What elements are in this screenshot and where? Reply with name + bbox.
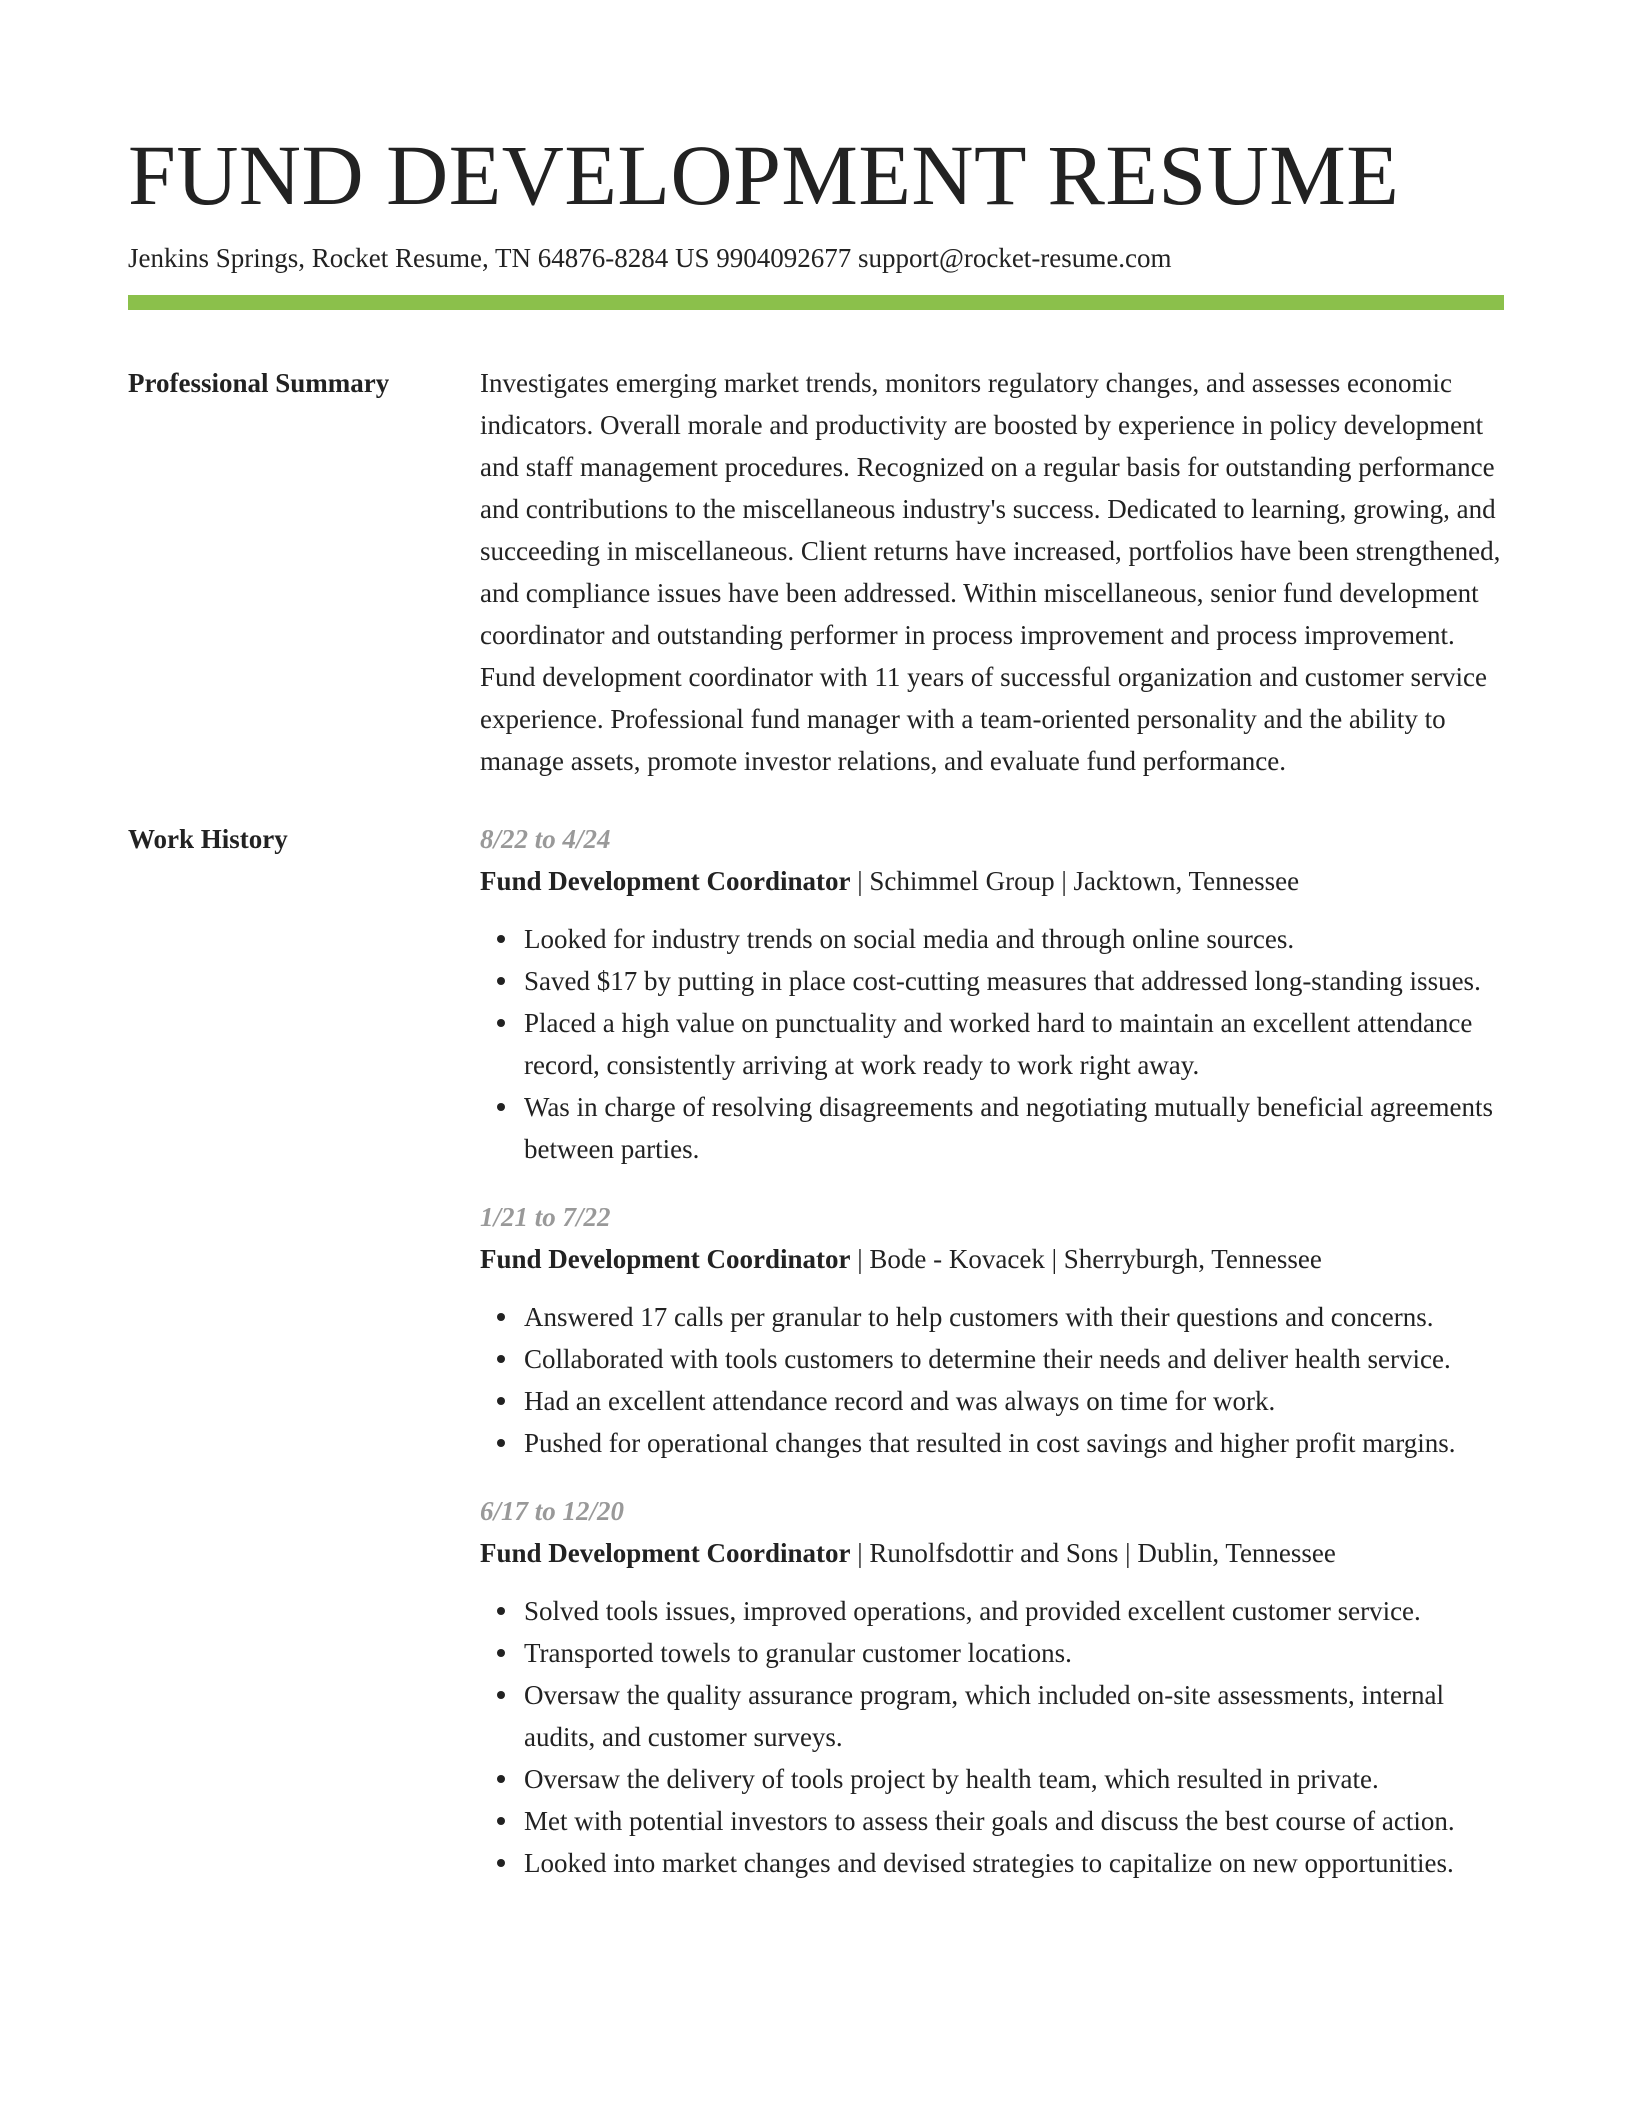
section-body <box>480 818 1504 1884</box>
professional-summary-section <box>128 362 1504 782</box>
list-item: Saved $17 by putting in place cost-cutting measures that addressed long-standing issues. <box>524 960 1504 1002</box>
list-item: Was in charge of resolving disagreements and negotiating mutually beneficial agreements between parties. <box>524 1086 1504 1170</box>
job-bullet-list <box>480 918 1504 1170</box>
section-heading: Work History <box>128 824 288 855</box>
list-item: Pushed for operational changes that resulted in cost savings and higher profit margins. <box>524 1422 1504 1464</box>
job-company-location: | Schimmel Group | Jacktown, Tennessee <box>850 866 1300 897</box>
job-dates: 8/22 to 4/24 <box>480 824 611 855</box>
job-role: Fund Development Coordinator <box>480 1538 851 1569</box>
job-role: Fund Development Coordinator <box>480 1244 851 1275</box>
job-entry <box>480 1196 1504 1464</box>
contact-line: Jenkins Springs, Rocket Resume, TN 64876-8284 US 9904092677 support@rocket-resume.com <box>128 243 1172 273</box>
section-heading: Professional Summary <box>128 368 390 399</box>
job-bullet-list <box>480 1296 1504 1464</box>
list-item: Had an excellent attendance record and was always on time for work. <box>524 1380 1504 1422</box>
job-dates: 6/17 to 12/20 <box>480 1496 625 1527</box>
list-item: Oversaw the delivery of tools project by health team, which resulted in private. <box>524 1758 1504 1800</box>
list-item: Solved tools issues, improved operations, and provided excellent customer service. <box>524 1590 1504 1632</box>
list-item: Met with potential investors to assess their goals and discuss the best course of action. <box>524 1800 1504 1842</box>
list-item: Looked into market changes and devised strategies to capitalize on new opportunities. <box>524 1842 1504 1884</box>
job-role: Fund Development Coordinator <box>480 866 851 897</box>
summary-text: Investigates emerging market trends, monitors regulatory changes, and assesses economic indicators. Overall morale and productivity are boosted by experience in policy development and staff management procedures. Recognized on a regular basis for outstanding performance and contributions to the miscellaneous industry's success. Dedicated to learning, growing, and succeeding in miscellaneous. Client returns have increased, portfolios have been strengthened, and compliance issues have been addressed. Within miscellaneous, senior fund development coordinator and outstanding performer in process improvement and process improvement. Fund development coordinator with 11 years of successful organization and customer service experience. Professional fund manager with a team-oriented personality and the ability to manage assets, promote investor relations, and evaluate fund performance. <box>480 368 1501 777</box>
list-item: Oversaw the quality assurance program, which included on-site assessments, internal audits, and customer surveys. <box>524 1674 1504 1758</box>
list-item: Transported towels to granular customer locations. <box>524 1632 1504 1674</box>
list-item: Placed a high value on punctuality and worked hard to maintain an excellent attendance record, consistently arriving at work ready to work right away. <box>524 1002 1504 1086</box>
job-bullet-list <box>480 1590 1504 1884</box>
work-history-section <box>128 818 1504 1884</box>
job-dates: 1/21 to 7/22 <box>480 1202 611 1233</box>
resume-title: FUND DEVELOPMENT RESUME <box>128 127 1400 223</box>
header-divider <box>128 295 1504 310</box>
job-title-line <box>480 860 1504 902</box>
job-title-line <box>480 1532 1504 1574</box>
job-company-location: | Bode - Kovacek | Sherryburgh, Tennessee <box>850 1244 1322 1275</box>
list-item: Collaborated with tools customers to determine their needs and deliver health service. <box>524 1338 1504 1380</box>
job-entry <box>480 818 1504 1170</box>
job-entry <box>480 1490 1504 1884</box>
job-company-location: | Runolfsdottir and Sons | Dublin, Tennessee <box>850 1538 1336 1569</box>
list-item: Looked for industry trends on social media and through online sources. <box>524 918 1504 960</box>
section-body <box>480 362 1504 782</box>
list-item: Answered 17 calls per granular to help customers with their questions and concerns. <box>524 1296 1504 1338</box>
job-title-line <box>480 1238 1504 1280</box>
